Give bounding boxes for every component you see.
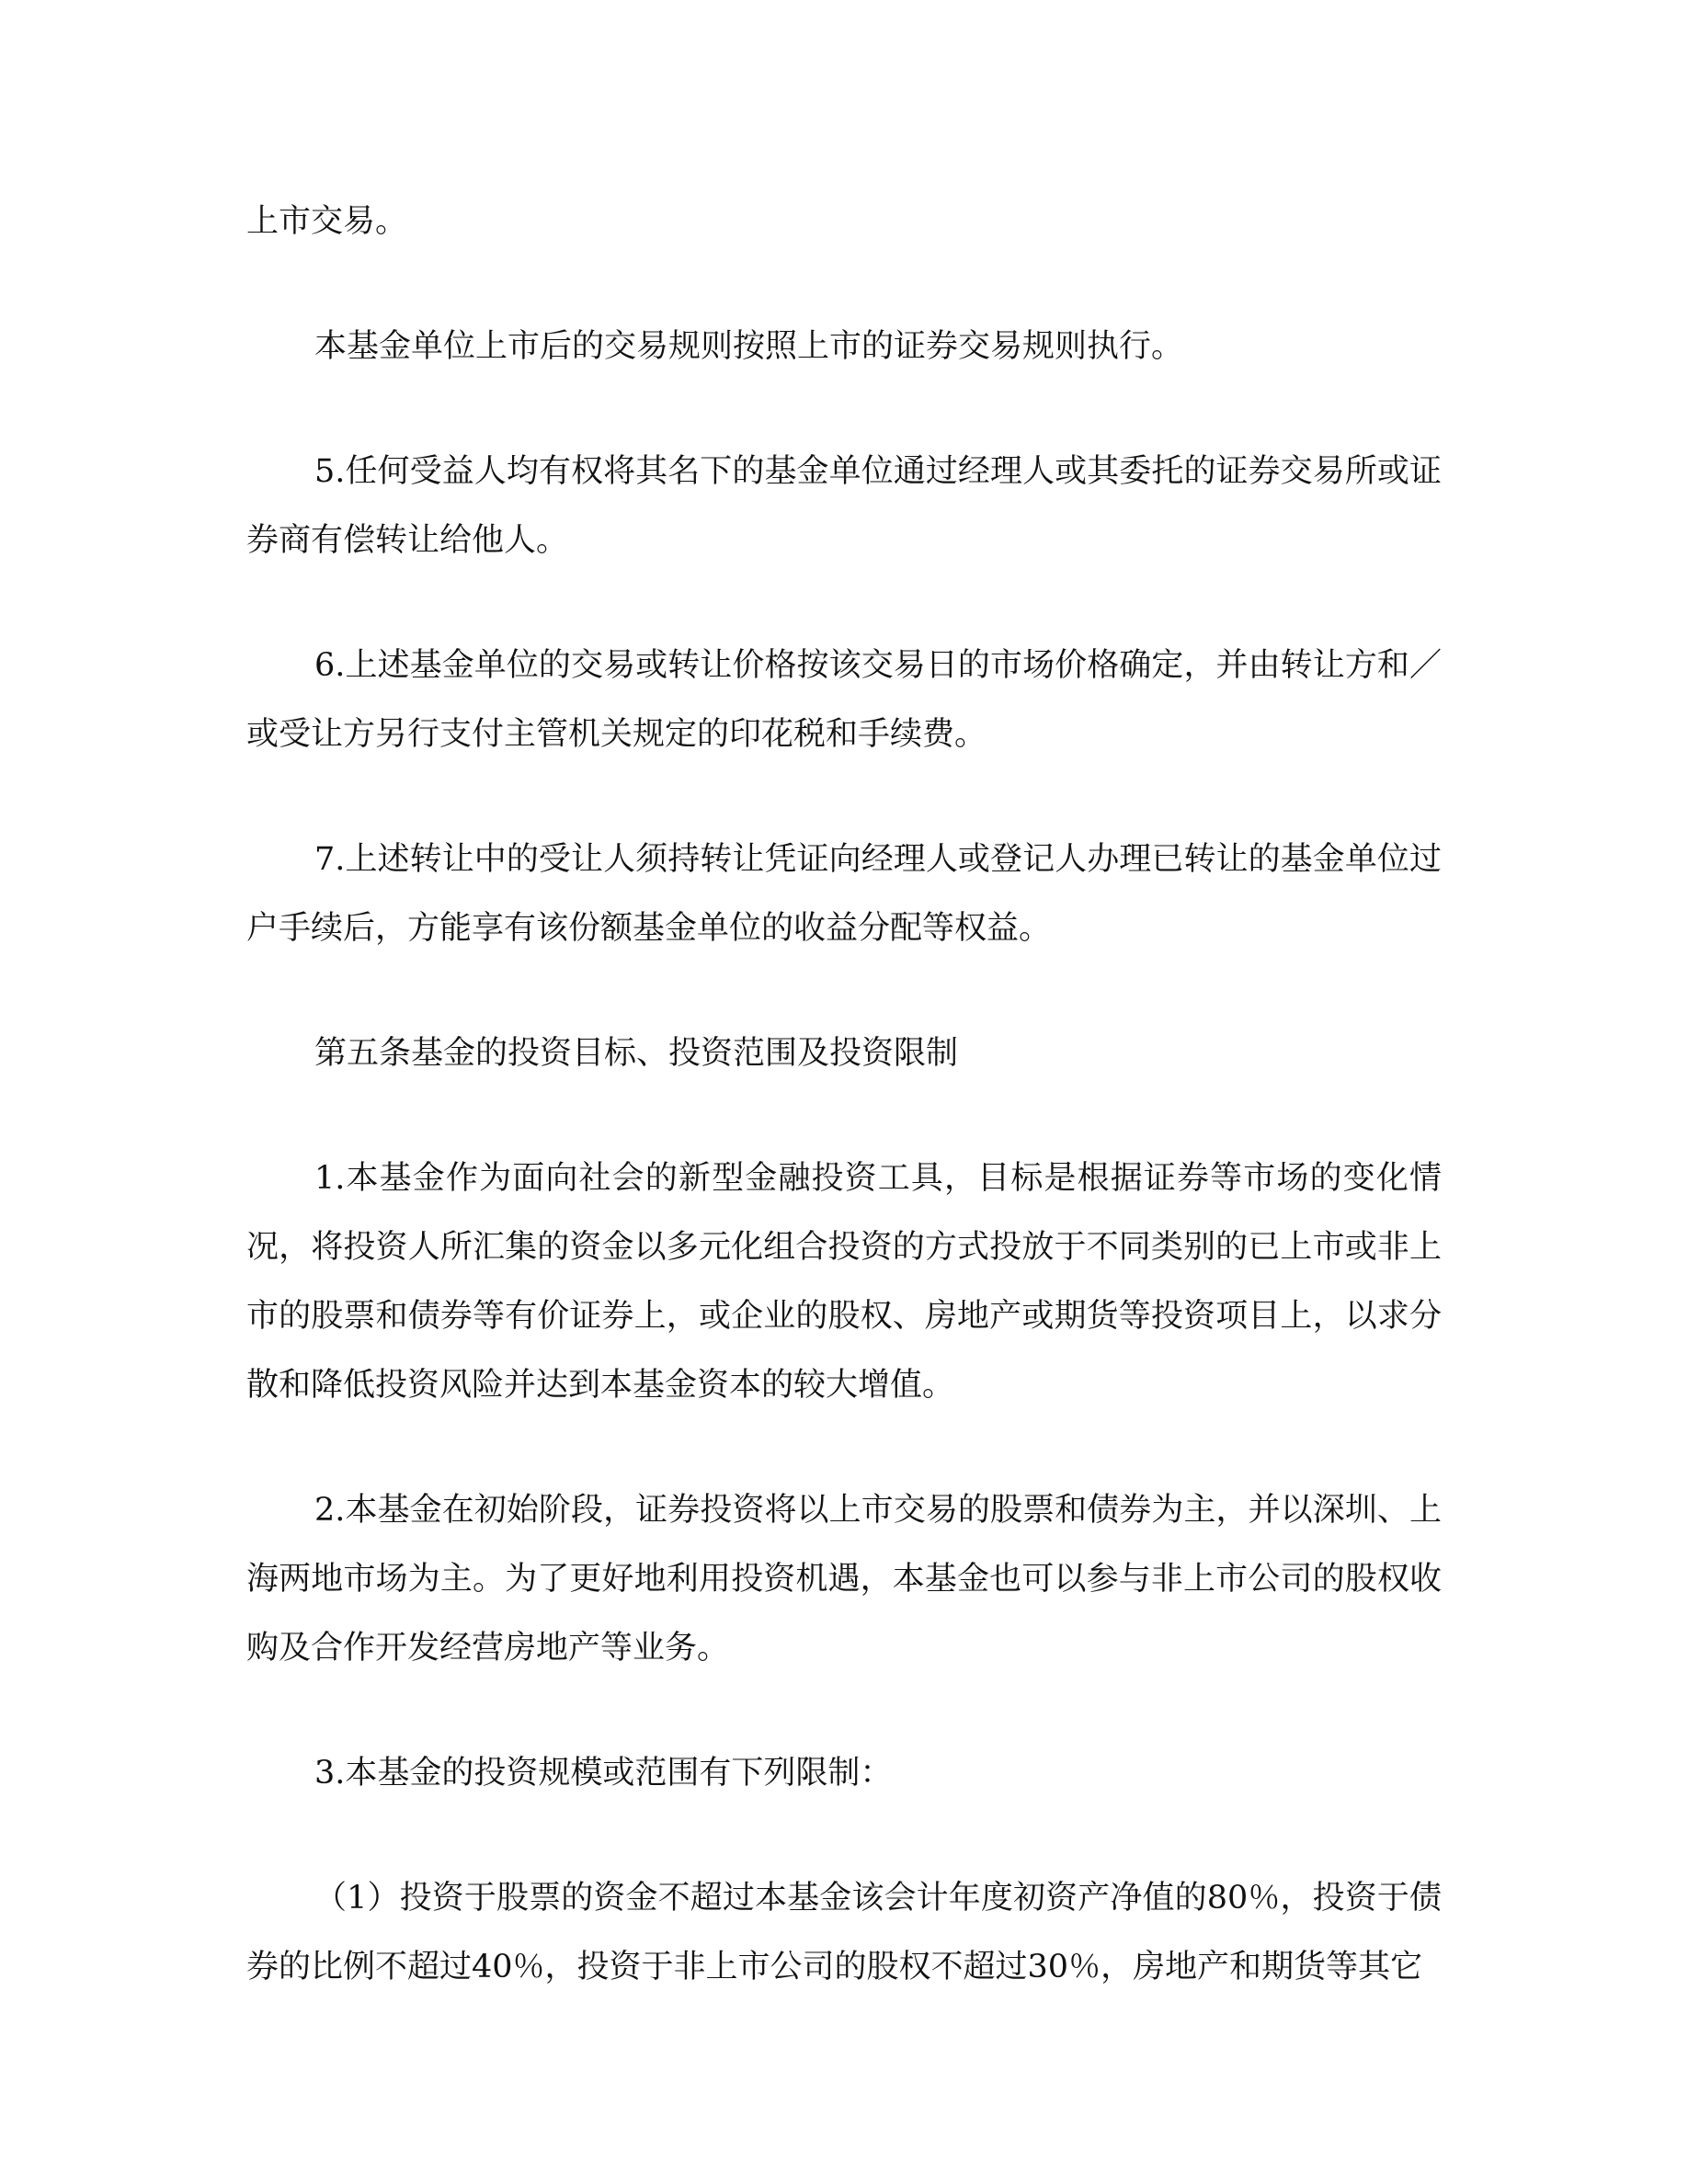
paragraph-3: 5.任何受益人均有权将其名下的基金单位通过经理人或其委托的证券交易所或证券商有偿转让给他人。 xyxy=(246,453,1442,559)
document-body xyxy=(246,188,1442,2002)
paragraph-9: 3.本基金的投资规模或范围有下列限制： xyxy=(314,1755,893,1792)
paragraph-8: 2.本基金在初始阶段，证券投资将以上市交易的股票和债券为主，并以深圳、上海两地市场为主。为了更好地利用投资机遇，本基金也可以参与非上市公司的股权收购及合作开发经营房地产等业务。 xyxy=(246,1492,1442,1666)
paragraph-2: 本基金单位上市后的交易规则按照上市的证券交易规则执行。 xyxy=(314,328,1184,365)
section-heading: 第五条基金的投资目标、投资范围及投资限制 xyxy=(314,1035,959,1072)
paragraph-4: 6.上述基金单位的交易或转让价格按该交易日的市场价格确定，并由转让方和／或受让方另行支付主管机关规定的印花税和手续费。 xyxy=(246,647,1442,753)
paragraph-5: 7.上述转让中的受让人须持转让凭证向经理人或登记人办理已转让的基金单位过户手续后，方能享有该份额基金单位的收益分配等权益。 xyxy=(246,841,1442,947)
paragraph-10: （1）投资于股票的资金不超过本基金该会计年度初资产净值的80％，投资于债券的比例不超过40％，投资于非上市公司的股权不超过30％，房地产和期货等其它 xyxy=(246,1880,1442,1985)
paragraph-1: 上市交易。 xyxy=(246,203,408,240)
paragraph-7: 1.本基金作为面向社会的新型金融投资工具，目标是根据证券等市场的变化情况，将投资人所汇集的资金以多元化组合投资的方式投放于不同类别的已上市或非上市的股票和债券等有价证券上，或企业的股权、房地产或期货等投资项目上，以求分散和降低投资风险并达到本基金资本的较大增值。 xyxy=(246,1160,1442,1404)
